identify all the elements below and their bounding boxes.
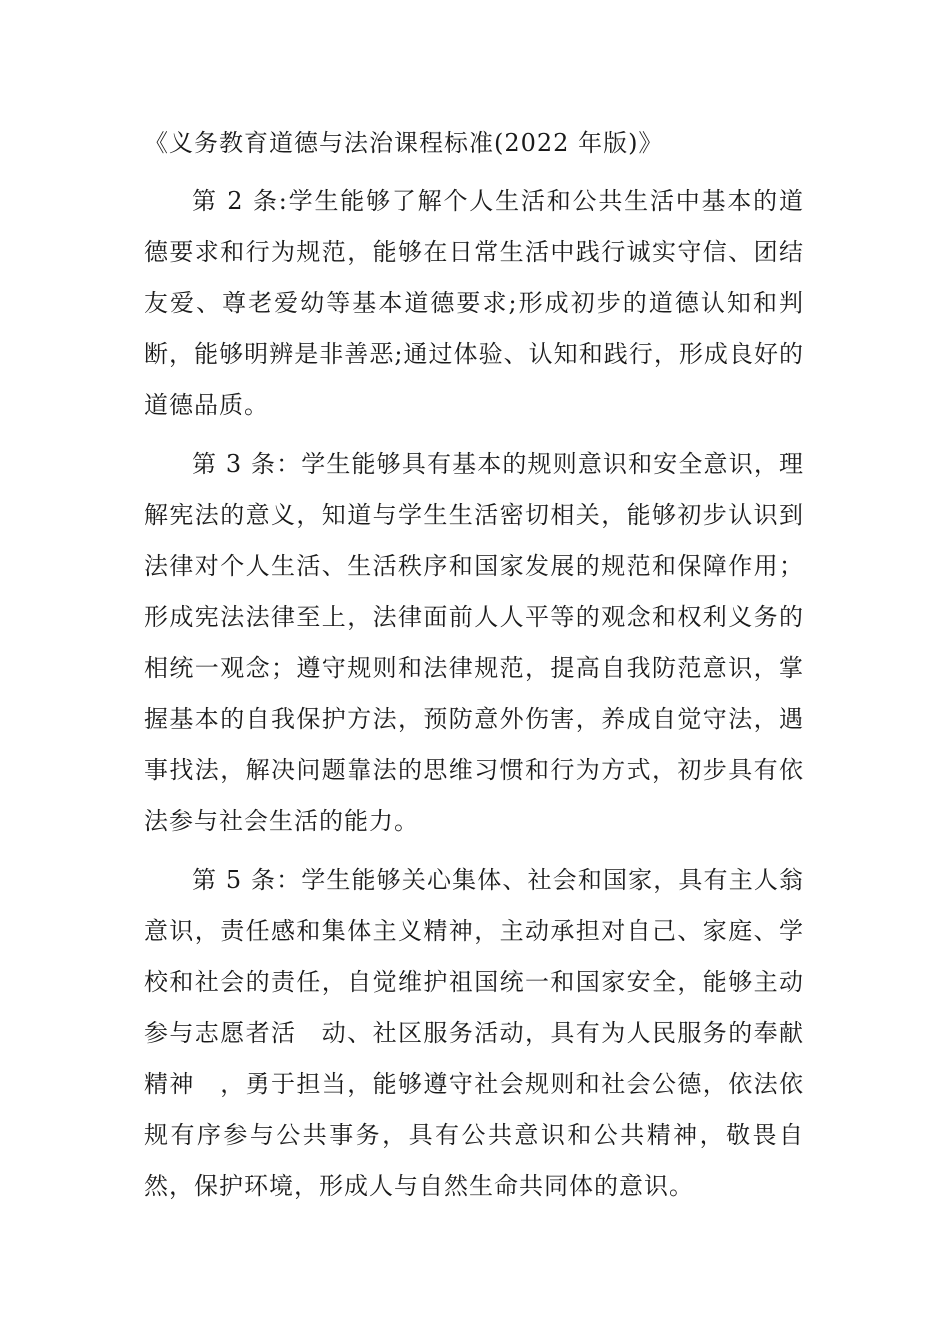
paragraph-article-2: 第 2 条:学生能够了解个人生活和公共生活中基本的道德要求和行为规范，能够在日常生活中践行诚实守信、团结友爱、尊老爱幼等基本道德要求;形成初步的道德认知和判断，能够明辨是非善恶;通过体验、认知和践行，形成良好的道德品质。 [144, 187, 804, 419]
paragraph-article-3: 第 3 条：学生能够具有基本的规则意识和安全意识，理解宪法的意义，知道与学生生活密切相关，能够初步认识到法律对个人生活、生活秩序和国家发展的规范和保障作用；形成宪法法律至上，法律面前人人平等的观念和权利义务的相统一观念；遵守规则和法律规范，提高自我防范意识，掌握基本的自我保护方法，预防意外伤害，养成自觉守法，遇事找法，解决问题靠法的思维习惯和行为方式，初步具有依法参与社会生活的能力。 [144, 450, 804, 835]
document-page [144, 118, 804, 1220]
document-title: 《义务教育道德与法治课程标准(2022 年版)》 [144, 129, 664, 157]
paragraph-article-5: 第 5 条：学生能够关心集体、社会和国家，具有主人翁意识，责任感和集体主义精神，主动承担对自己、家庭、学校和社会的责任，自觉维护祖国统一和国家安全，能够主动参与志愿者活 动、社区服务活动，具有为人民服务的奉献精神 ，勇于担当，能够遵守社会规则和社会公德，依法依规有序参与公共事务，具有公共意识和公共精神，敬畏自然，保护环境，形成人与自然生命共同体的意识。 [144, 866, 804, 1200]
